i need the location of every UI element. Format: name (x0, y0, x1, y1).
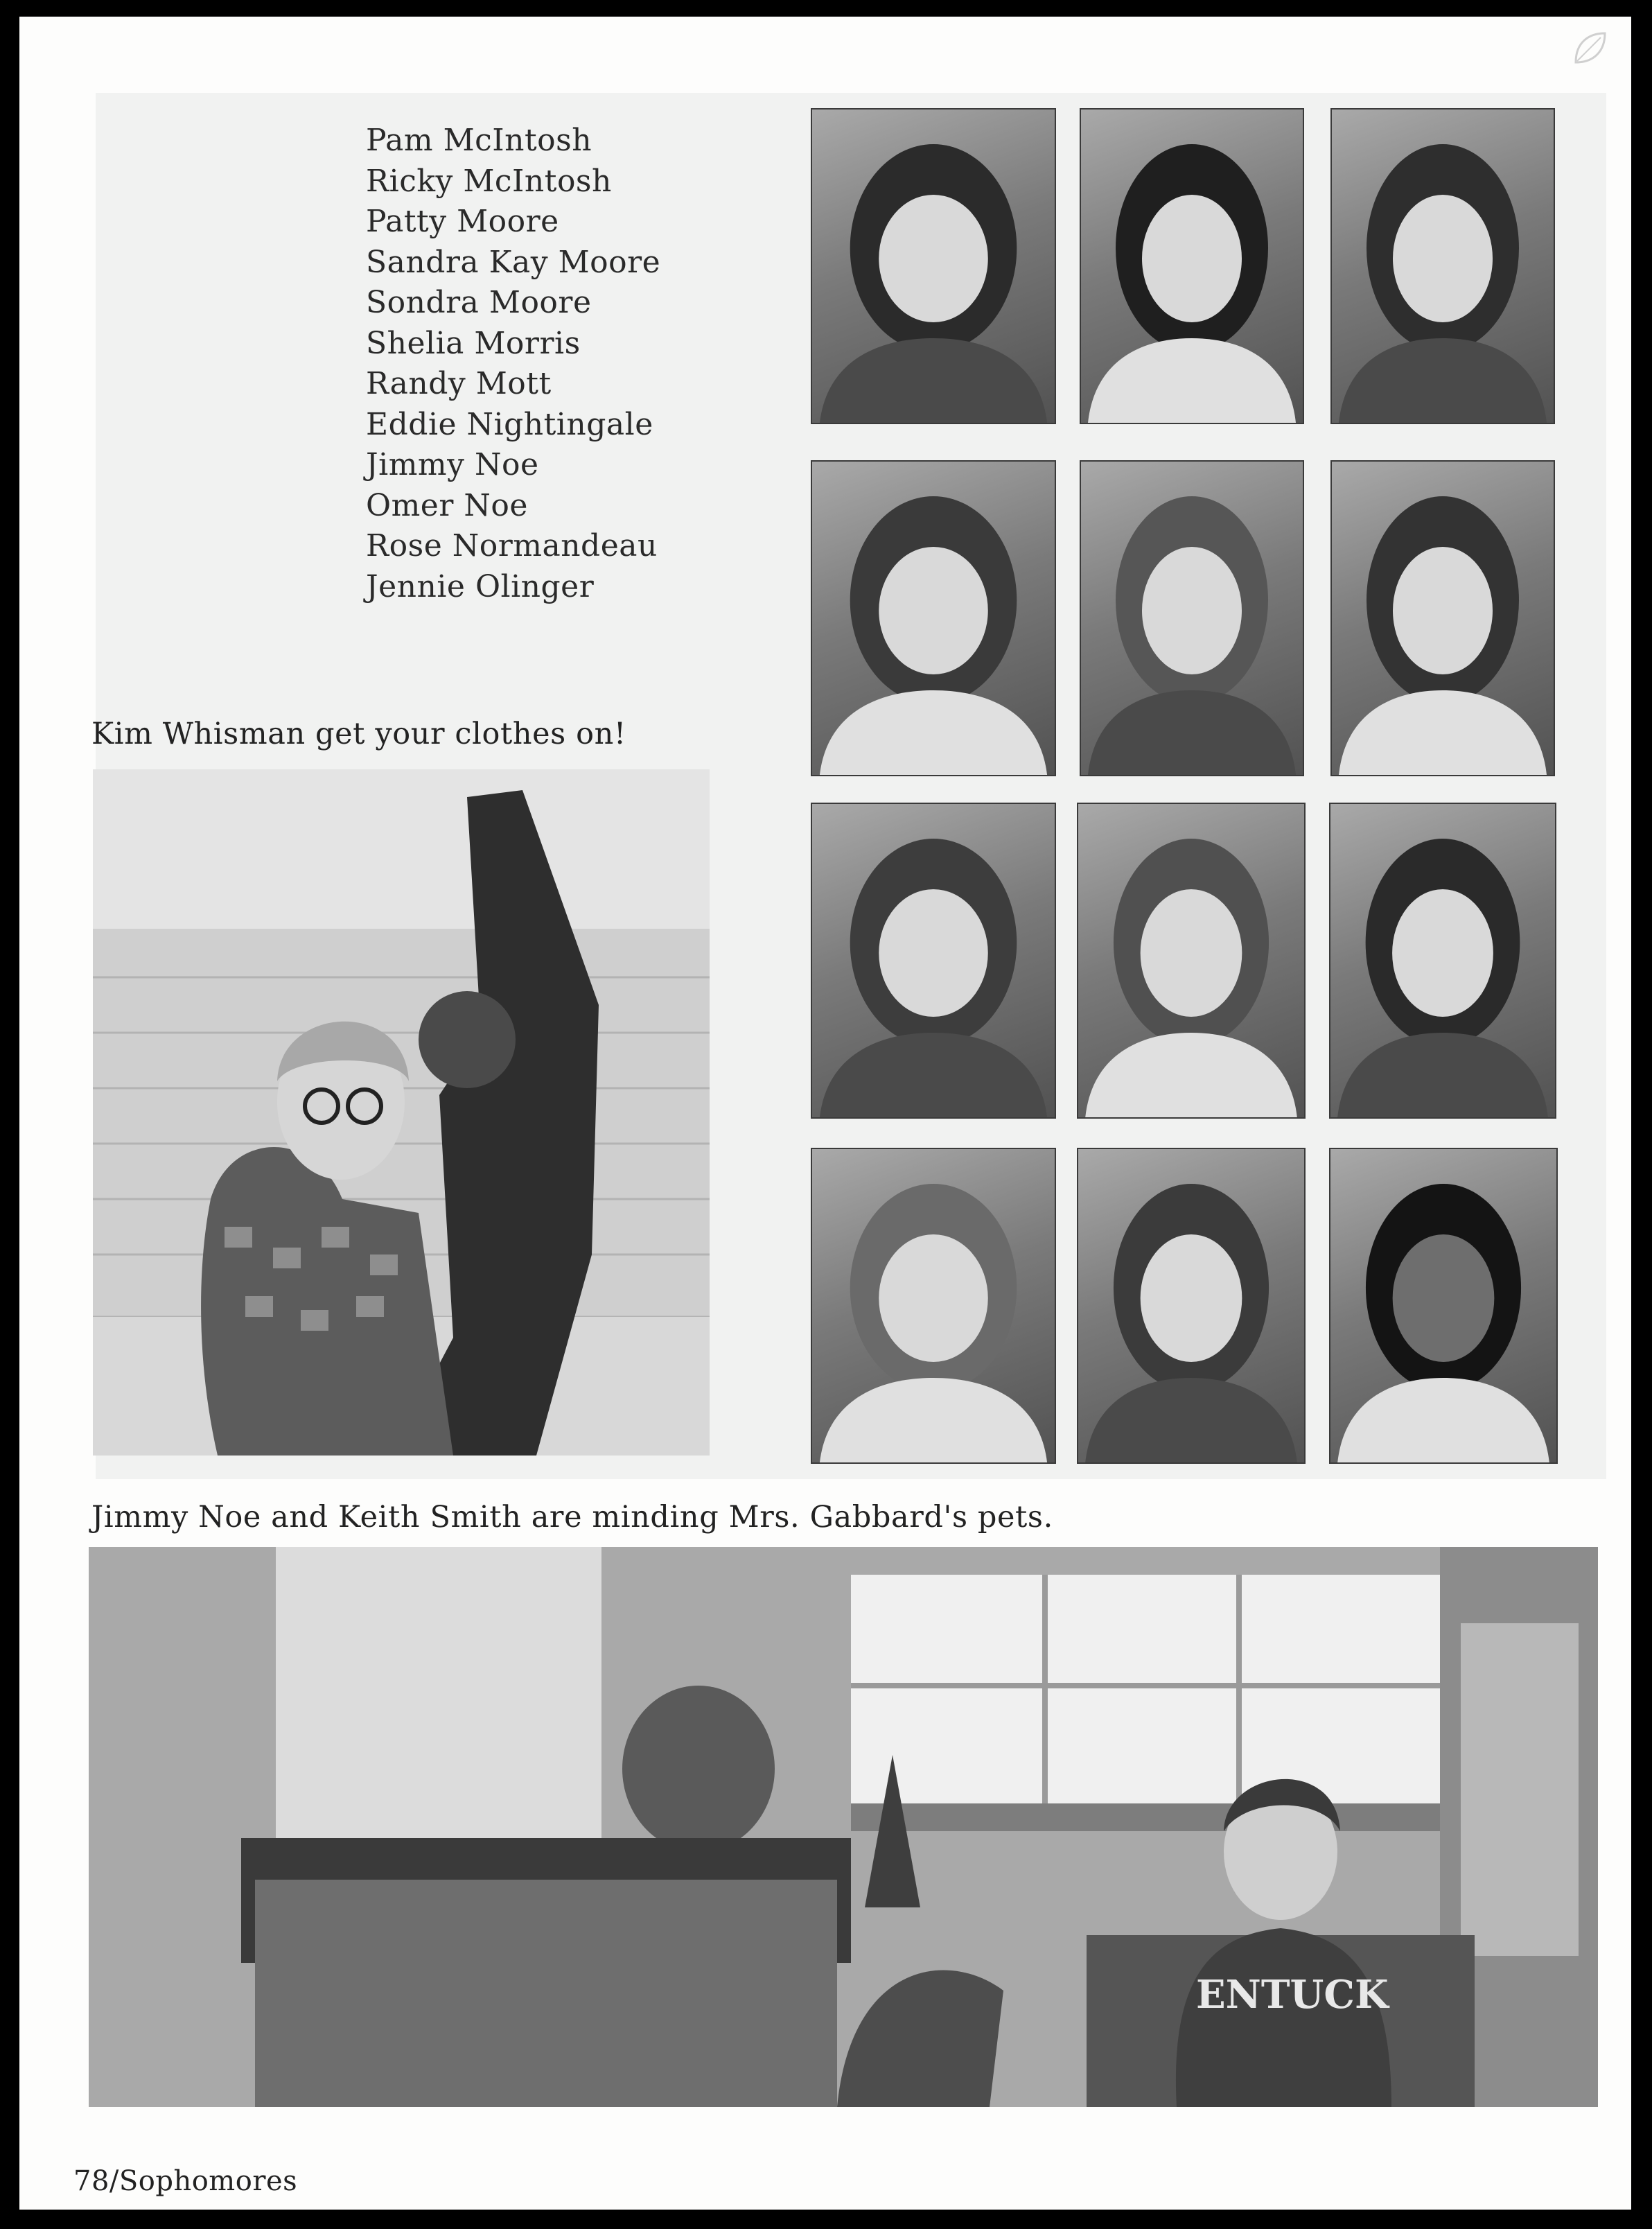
yearbook-page (19, 17, 1631, 2210)
portrait-photo (811, 803, 1056, 1119)
portrait-photo (1080, 108, 1304, 424)
portrait-photo (1329, 1148, 1558, 1464)
name-item: Sandra Kay Moore (366, 244, 661, 280)
name-item: Randy Mott (366, 366, 552, 401)
page-folio: 78/Sophomores (73, 2165, 298, 2197)
portrait-photo (1077, 1148, 1306, 1464)
portrait-photo (1330, 460, 1555, 776)
portrait-photo (811, 108, 1056, 424)
photo-caption-bottom: Jimmy Noe and Keith Smith are minding Mrs. Gabbard's pets. (91, 1500, 1053, 1535)
portrait-photo (1329, 803, 1556, 1119)
name-item: Patty Moore (366, 204, 559, 239)
name-item: Sondra Moore (366, 285, 592, 320)
portrait-photo (1077, 803, 1306, 1119)
name-item: Jimmy Noe (366, 447, 539, 482)
name-item: Rose Normandeau (366, 528, 658, 563)
leaf-icon (1569, 28, 1610, 69)
shirt-lettering: ENTUCK (1196, 1972, 1389, 2018)
name-list (366, 121, 660, 607)
name-item: Jennie Olinger (366, 568, 595, 604)
portrait-photo (1330, 108, 1555, 424)
portrait-photo (811, 460, 1056, 776)
name-item: Eddie Nightingale (366, 406, 653, 442)
name-item: Pam McIntosh (366, 123, 592, 158)
name-item: Omer Noe (366, 487, 528, 523)
portrait-photo (811, 1148, 1056, 1464)
name-item: Shelia Morris (366, 325, 581, 361)
portrait-photo (1080, 460, 1304, 776)
photo-caption-top: Kim Whisman get your clothes on! (91, 717, 626, 751)
candid-photo-bottom (89, 1547, 1598, 2107)
candid-photo-top (93, 769, 710, 1456)
name-item: Ricky McIntosh (366, 163, 612, 199)
